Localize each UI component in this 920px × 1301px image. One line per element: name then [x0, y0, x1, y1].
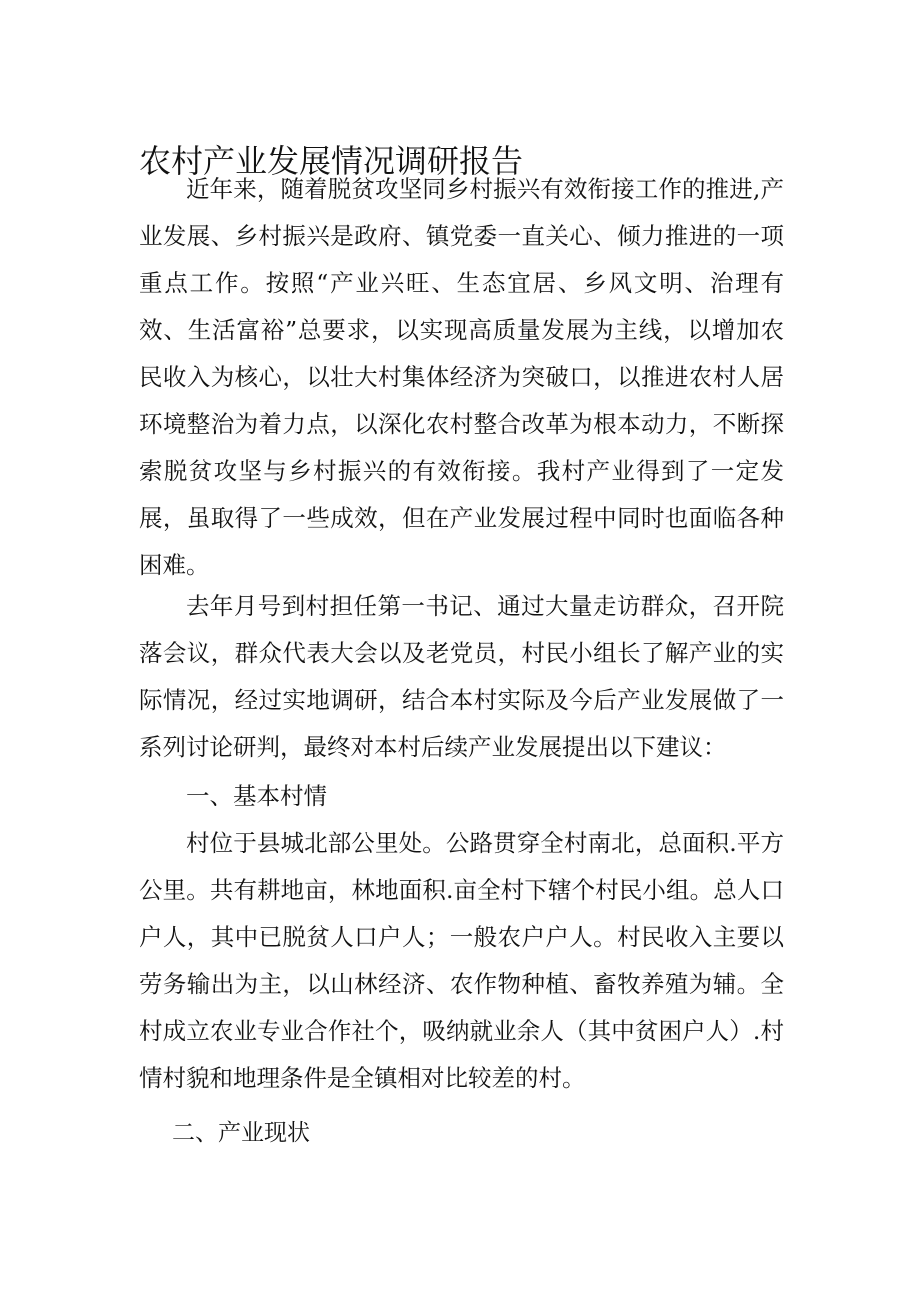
- document-title: 农村产业发展情况调研报告: [139, 142, 524, 180]
- section-heading-basic-village-info: 一、基本村情: [186, 782, 327, 810]
- village-info-paragraph: 村位于县城北部公里处。公路贯穿全村南北，总面积.平方公里。共有耕地亩，林地面积.亩全村下辖个村民小组。总人口户人，其中已脱贫人口户人；一般农户户人。村民收入主要以劳务输出为主，以山林经济、农作物种植、畜牧养殖为辅。全村成立农业专业合作社个，吸纳就业余人（其中贫困户人）.村情村貌和地理条件是全镇相对比较差的村。: [139, 829, 784, 1092]
- section-heading-industry-status: 二、产业现状: [172, 1120, 310, 1146]
- research-paragraph: 去年月号到村担任第一书记、通过大量走访群众，召开院落会议，群众代表大会以及老党员，村民小组长了解产业的实际情况，经过实地调研，结合本村实际及今后产业发展做了一系列讨论研判，最终对本村后续产业发展提出以下建议：: [139, 592, 784, 761]
- intro-paragraph: 近年来，随着脱贫攻坚同乡村振兴有效衔接工作的推进,产业发展、乡村振兴是政府、镇党委一直关心、倾力推进的一项重点工作。按照“产业兴旺、生态宜居、乡风文明、治理有效、生活富裕”总要求，以实现高质量发展为主线，以增加农民收入为核心，以壮大村集体经济为突破口，以推进农村人居环境整治为着力点，以深化农村整合改革为根本动力，不断探索脱贫攻坚与乡村振兴的有效衔接。我村产业得到了一定发展，虽取得了一些成效，但在产业发展过程中同时也面临各种困难。: [139, 175, 784, 579]
